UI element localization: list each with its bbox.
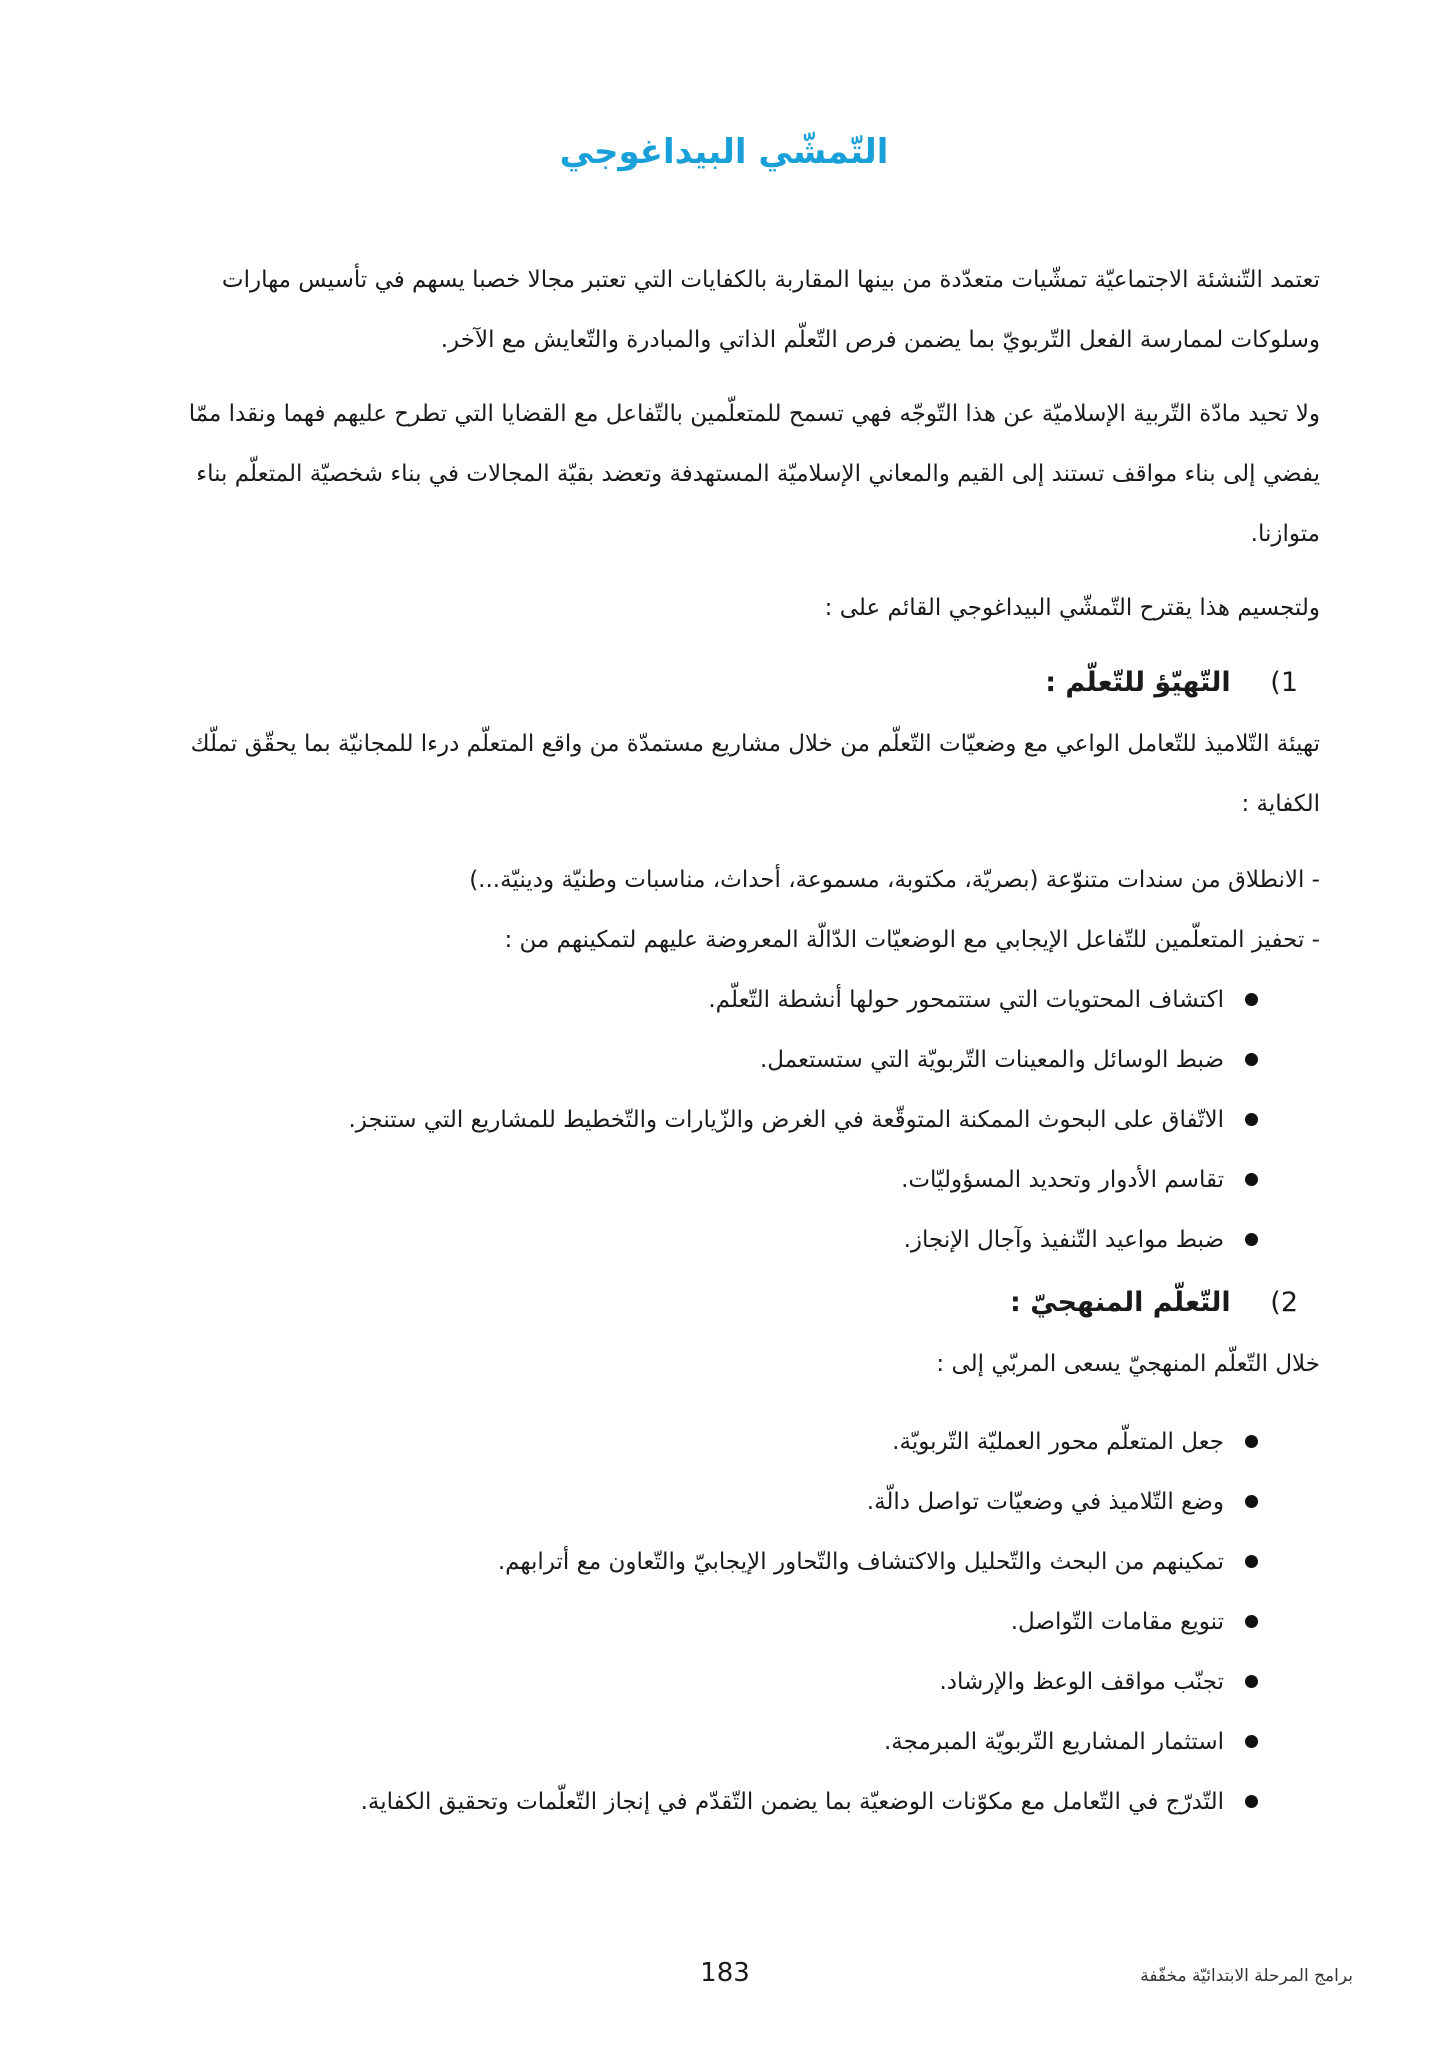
list-item — [140, 1030, 1320, 1090]
list-item — [140, 1532, 1320, 1592]
list-item — [140, 1210, 1320, 1270]
list-item — [140, 970, 1320, 1030]
section-1-text: تهيئة التّلاميذ للتّعامل الواعي مع وضعيّات التّعلّم من خلال مشاريع مستمدّة من واقع المتعلّم درءا للمجانيّة بما يحقّق تملّك الكفاية : — [190, 731, 1320, 817]
main-content — [140, 250, 1320, 1832]
bullet-icon — [1245, 1053, 1258, 1066]
section-2-title: التّعلّم المنهجيّ : — [1010, 1287, 1231, 1318]
bullet-icon — [1245, 1555, 1258, 1568]
section-2-text: خلال التّعلّم المنهجيّ يسعى المربّي إلى : — [936, 1351, 1320, 1377]
list-item-text: التّدرّج في التّعامل مع مكوّنات الوضعيّة بما يضمن التّقدّم في إنجاز التّعلّمات وتحقيق الكفاية. — [360, 1789, 1224, 1815]
bullet-icon — [1245, 1675, 1258, 1688]
intro-paragraph-2: ولا تحيد مادّة التّربية الإسلاميّة عن هذا التّوجّه فهي تسمح للمتعلّمين بالتّفاعل مع القضايا التي تطرح عليهم فهما ونقدا ممّا يفضي إلى بناء مواقف تستند إلى القيم والمعاني الإسلاميّة المستهدفة وتعضد بقيّة المجالات في بناء شخصيّة المتعلّم بناء متوازنا. — [188, 401, 1320, 547]
dash-item: - تحفيز المتعلّمين للتّفاعل الإيجابي مع الوضعيّات الدّالّة المعروضة عليهم لتمكينهم من : — [140, 910, 1320, 970]
list-item-text: تجنّب مواقف الوعظ والإرشاد. — [939, 1669, 1224, 1695]
list-item-text: استثمار المشاريع التّربويّة المبرمجة. — [883, 1729, 1224, 1755]
list-item-text: ضبط مواعيد التّنفيذ وآجال الإنجاز. — [903, 1227, 1224, 1253]
list-item — [140, 1412, 1320, 1472]
bullet-icon — [1245, 1233, 1258, 1246]
section-2-heading — [140, 1272, 1320, 1334]
section-1-title: التّهيّؤ للتّعلّم : — [1045, 667, 1231, 698]
section-2-number: 2) — [1270, 1287, 1298, 1318]
page-title: التّمشّي البيداغوجي — [559, 132, 889, 172]
bullet-icon — [1245, 1615, 1258, 1628]
list-item — [140, 1772, 1320, 1832]
list-item-text: تمكينهم من البحث والتّحليل والاكتشاف والتّحاور الإيجابيّ والتّعاون مع أترابهم. — [497, 1549, 1224, 1575]
list-item-text: اكتشاف المحتويات التي ستتمحور حولها أنشطة التّعلّم. — [708, 987, 1224, 1013]
bullet-icon — [1245, 1173, 1258, 1186]
list-item-text: الاتّفاق على البحوث الممكنة المتوقّعة في الغرض والزّيارات والتّخطيط للمشاريع التي ستنجز. — [348, 1107, 1224, 1133]
bullet-icon — [1245, 993, 1258, 1006]
list-item-text: ضبط الوسائل والمعينات التّربويّة التي ستستعمل. — [759, 1047, 1224, 1073]
section-1-heading — [140, 652, 1320, 714]
bullet-icon — [1245, 1795, 1258, 1808]
list-item — [140, 1652, 1320, 1712]
dash-item: - الانطلاق من سندات متنوّعة (بصريّة، مكتوبة، مسموعة، أحداث، مناسبات وطنيّة ودينيّة...) — [140, 850, 1320, 910]
list-item — [140, 1090, 1320, 1150]
list-item — [140, 1712, 1320, 1772]
list-item-text: وضع التّلاميذ في وضعيّات تواصل دالّة. — [866, 1489, 1224, 1515]
section-1-dash-list — [140, 850, 1320, 970]
list-item — [140, 1472, 1320, 1532]
section-1-number: 1) — [1270, 667, 1298, 698]
list-item-text: تقاسم الأدوار وتحديد المسؤوليّات. — [901, 1167, 1224, 1193]
bullet-icon — [1245, 1495, 1258, 1508]
footer-caption: برامج المرحلة الابتدائيّة مخفّفة — [1140, 1966, 1353, 1986]
section-2-bullet-list — [140, 1412, 1320, 1832]
list-item-text: جعل المتعلّم محور العمليّة التّربويّة. — [892, 1429, 1224, 1455]
page-number: 183 — [700, 1958, 750, 1988]
list-item — [140, 1150, 1320, 1210]
intro-paragraph-3: ولتجسيم هذا يقترح التّمشّي البيداغوجي القائم على : — [824, 595, 1320, 621]
list-item-text: تنويع مقامات التّواصل. — [1010, 1609, 1224, 1635]
list-item — [140, 1592, 1320, 1652]
bullet-icon — [1245, 1113, 1258, 1126]
intro-paragraph-1: تعتمد التّنشئة الاجتماعيّة تمشّيات متعدّدة من بينها المقاربة بالكفايات التي تعتبر مجالا خصبا يسهم في تأسيس مهارات وسلوكات لممارسة الفعل التّربويّ بما يضمن فرص التّعلّم الذاتي والمبادرة والتّعايش مع الآخر. — [221, 267, 1320, 353]
section-1-bullet-list — [140, 970, 1320, 1270]
bullet-icon — [1245, 1435, 1258, 1448]
bullet-icon — [1245, 1735, 1258, 1748]
